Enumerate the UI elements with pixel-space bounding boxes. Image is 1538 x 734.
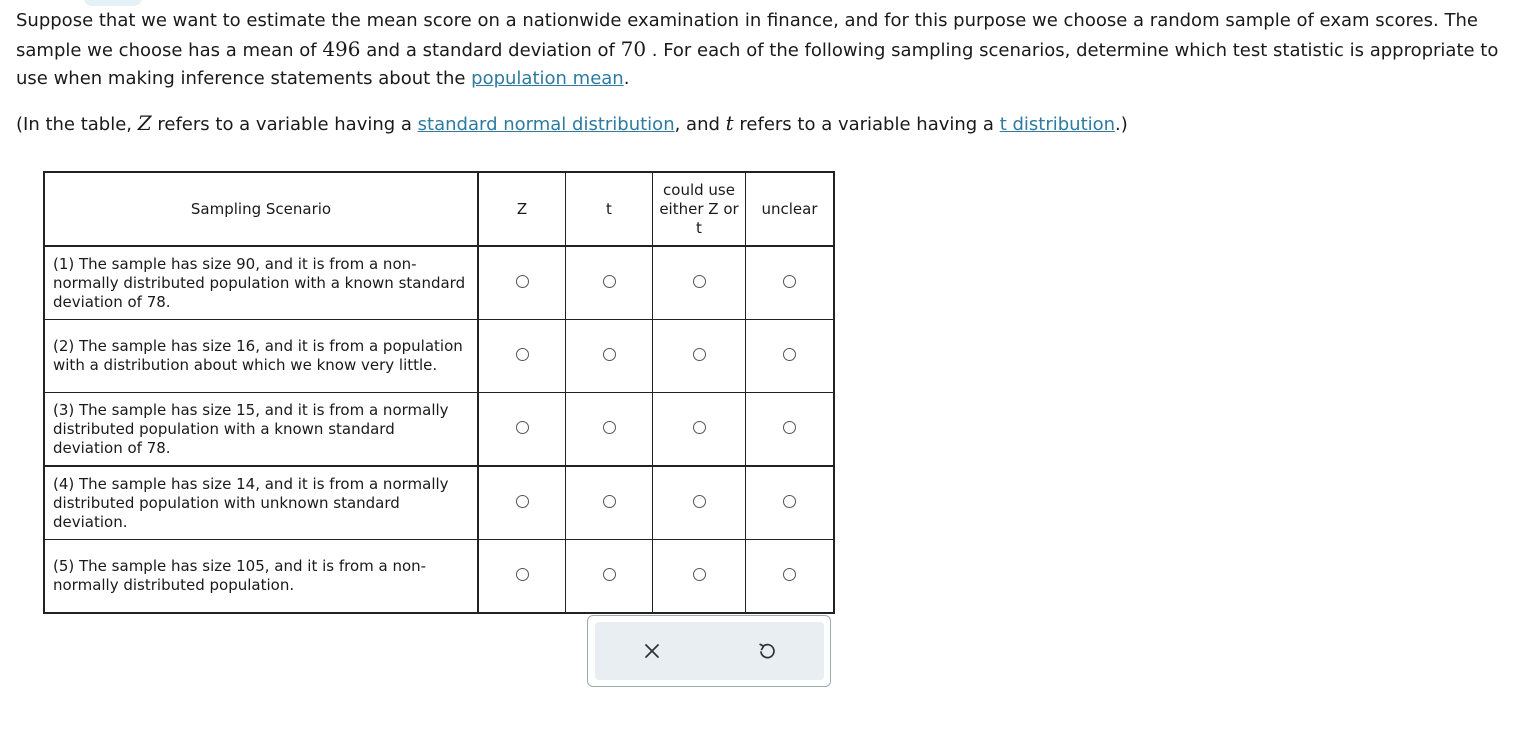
scenario-2-text: (2) The sample has size 16, and it is from a population with a distribution about which we know very little. — [44, 320, 478, 393]
scenario-table — [43, 171, 835, 614]
clear-button[interactable] — [595, 622, 709, 680]
table-row — [44, 466, 834, 540]
table-row — [44, 320, 834, 393]
undo-icon — [757, 641, 777, 661]
radio-scenario-4-t[interactable] — [603, 495, 616, 508]
sd-value: 70 — [620, 37, 647, 61]
radio-scenario-1-t[interactable] — [603, 275, 616, 288]
undo-button[interactable] — [710, 622, 824, 680]
population-mean-link[interactable]: population mean — [471, 68, 624, 89]
scenario-4-text: (4) The sample has size 14, and it is from a normally distributed population with unknown standard deviation. — [44, 466, 478, 540]
radio-scenario-4-unclear[interactable] — [783, 495, 796, 508]
radio-scenario-5-unclear[interactable] — [783, 568, 796, 581]
radio-scenario-2-either[interactable] — [693, 348, 706, 361]
header-t: t — [566, 172, 653, 246]
answer-actions-panel — [587, 615, 831, 687]
header-either-label: could use either Z or t — [659, 180, 739, 237]
radio-scenario-5-t[interactable] — [603, 568, 616, 581]
scenario-3-text: (3) The sample has size 15, and it is from a normally distributed population with a known standard deviation of 78. — [44, 393, 478, 467]
top-tab-indicator — [84, 0, 142, 6]
answer-actions-bar — [595, 622, 824, 680]
radio-scenario-2-unclear[interactable] — [783, 348, 796, 361]
radio-scenario-3-either[interactable] — [693, 421, 706, 434]
note-text-3: , and — [674, 114, 726, 135]
intro-text-2: and a standard deviation of — [360, 40, 621, 61]
radio-scenario-2-t[interactable] — [603, 348, 616, 361]
scenario-1-text: (1) The sample has size 90, and it is from a non-normally distributed population with a known standard deviation of 78. — [44, 246, 478, 320]
header-scenario: Sampling Scenario — [44, 172, 478, 246]
x-icon — [643, 642, 661, 660]
intro-paragraph — [16, 7, 1516, 93]
radio-scenario-4-z[interactable] — [516, 495, 529, 508]
radio-scenario-1-unclear[interactable] — [783, 275, 796, 288]
table-row — [44, 540, 834, 614]
radio-scenario-3-t[interactable] — [603, 421, 616, 434]
header-either — [653, 172, 746, 246]
note-text-2: refers to a variable having a — [151, 114, 418, 135]
radio-scenario-1-z[interactable] — [516, 275, 529, 288]
z-symbol: Z — [137, 111, 152, 135]
mean-value: 496 — [322, 37, 361, 61]
standard-normal-link[interactable]: standard normal distribution — [417, 114, 675, 135]
note-paragraph — [16, 109, 1516, 139]
radio-scenario-3-z[interactable] — [516, 421, 529, 434]
intro-text-1: Suppose that we want to estimate the mean score on a nationwide examination in finance, and for this purpose we choose a random sample of exam scores. The sample we choose has a mean of — [16, 10, 1478, 61]
table-header-row — [44, 172, 834, 246]
radio-scenario-5-z[interactable] — [516, 568, 529, 581]
note-text-4: refers to a variable having a — [733, 114, 1000, 135]
t-distribution-link[interactable]: t distribution — [999, 114, 1116, 135]
radio-scenario-2-z[interactable] — [516, 348, 529, 361]
radio-scenario-5-either[interactable] — [693, 568, 706, 581]
table-row — [44, 393, 834, 467]
table-row — [44, 246, 834, 320]
t-symbol: t — [725, 111, 734, 135]
radio-scenario-4-either[interactable] — [693, 495, 706, 508]
intro-text-4: . — [623, 68, 630, 89]
intro-text-3: . For each of the following sampling scenarios, determine which test statistic is appropriate to use when making inference statements about the — [16, 40, 1499, 89]
header-z: Z — [478, 172, 566, 246]
note-text-1: (In the table, — [16, 114, 138, 135]
note-text-5: .) — [1115, 114, 1128, 135]
header-unclear: unclear — [746, 172, 835, 246]
scenario-5-text: (5) The sample has size 105, and it is from a non-normally distributed population. — [44, 540, 478, 614]
radio-scenario-3-unclear[interactable] — [783, 421, 796, 434]
radio-scenario-1-either[interactable] — [693, 275, 706, 288]
